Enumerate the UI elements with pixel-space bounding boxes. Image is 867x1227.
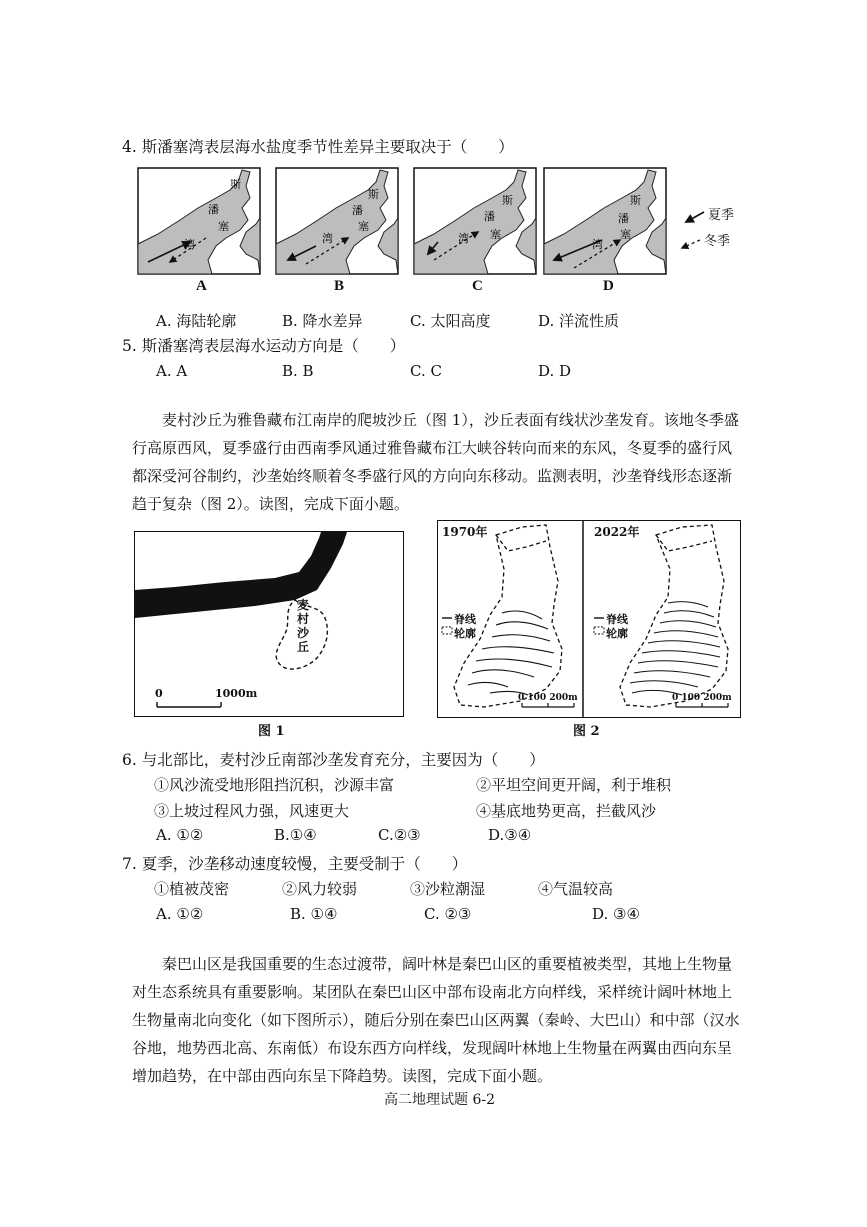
q7-option-b[interactable]: B. ①④ [290,905,338,923]
svg-text:湾: 湾 [592,238,603,251]
legend-ridge-left: 脊线 [454,613,476,626]
dune-label-1: 麦 [297,598,310,612]
figure-1-map [134,531,404,717]
q4-option-b[interactable]: B. 降水差异 [282,312,363,330]
dune-label-3: 沙 [297,626,310,640]
figure-1-caption: 图 1 [258,724,285,739]
q7-item-3: ③沙粒潮湿 [410,880,486,898]
legend-ridge-right: 脊线 [606,613,628,626]
svg-text:潘: 潘 [484,210,495,223]
svg-text:湾: 湾 [458,232,469,245]
q4-option-d[interactable]: D. 洋流性质 [538,312,620,330]
passage-maicun: 麦村沙丘为雅鲁藏布江南岸的爬坡沙丘（图 1），沙丘表面有线状沙垄发育。该地冬季盛行高原西风，夏季盛行由西南季风通过雅鲁藏布江大峡谷转向而来的东风，冬夏季的盛行风都深受河谷制约，沙垄始终顺着冬季盛行风的方向向东移动。监测表明，沙垄脊线形态逐渐趋于复杂（图 2）。读图，完成下面小题。 [132,411,739,513]
q6-stem: 6. 与北部比，麦村沙丘南部沙垄发育充分，主要因为（ ） [122,751,545,769]
scale-end: 1000m [215,687,258,700]
q5-option-d[interactable]: D. D [538,362,572,380]
svg-text:湾: 湾 [322,232,333,245]
svg-text:潘: 潘 [208,203,219,216]
svg-text:潘: 潘 [618,212,629,225]
svg-text:塞: 塞 [490,228,501,241]
year-2022: 2022年 [594,525,640,539]
q7-stem: 7. 夏季，沙垄移动速度较慢，主要受制于（ ） [122,855,468,873]
figure-2-caption: 图 2 [573,724,600,739]
q7-item-4: ④气温较高 [538,880,614,898]
q7-item-2: ②风力较弱 [282,880,358,898]
q7-item-1: ①植被茂密 [154,880,230,898]
q7-option-a[interactable]: A. ①② [156,905,204,923]
map-label-b: B [334,278,345,294]
svg-text:塞: 塞 [218,220,229,233]
svg-text:斯: 斯 [630,194,641,207]
q4-option-a[interactable]: A. 海陆轮廓 [156,312,237,330]
svg-text:斯: 斯 [368,188,379,201]
q7-option-d[interactable]: D. ③④ [592,905,640,923]
spencer-gulf-maps [130,164,750,276]
map-label-c: C [472,278,483,294]
svg-text:潘: 潘 [352,204,363,217]
svg-text:湾: 湾 [184,238,195,251]
q5-stem: 5. 斯潘塞湾表层海水运动方向是（ ） [122,337,406,355]
svg-text:斯: 斯 [230,178,241,191]
map-label-a: A [196,278,207,294]
q5-option-a[interactable]: A. A [156,362,188,380]
passage-qinba: 秦巴山区是我国重要的生态过渡带，阔叶林是秦巴山区的重要植被类型，其地上生物量对生态系统具有重要影响。某团队在秦巴山区中部布设南北方向样线，采样统计阔叶林地上生物量南北向变化（如下图所示），随后分别在秦巴山区两翼（秦岭、大巴山）和中部（汉水谷地，地势西北高、东南低）布设东西方向样线，发现阔叶林地上生物量在两翼由西向东呈增加趋势，在中部由西向东呈下降趋势。读图，完成下面小题。 [132,955,740,1085]
q5-option-b[interactable]: B. B [282,362,314,380]
q6-item-1: ①风沙流受地形阻挡沉积，沙源丰富 [154,776,395,794]
figure-2-frame [437,520,741,718]
map-label-d: D [603,278,614,294]
legend-outline-left: 轮廓 [454,627,476,640]
q6-option-a[interactable]: A. ①② [156,826,204,844]
dune-label-2: 村 [297,612,310,626]
legend-winter: 冬季 [704,234,731,249]
scale-zero: 0 [155,687,163,700]
q4-stem: 4. 斯潘塞湾表层海水盐度季节性差异主要取决于（ ） [122,138,514,156]
q6-option-b[interactable]: B.①④ [274,826,317,844]
legend-outline-right: 轮廓 [606,627,628,640]
svg-text:塞: 塞 [620,228,631,241]
dune-label-4: 丘 [297,640,310,654]
q6-item-2: ②平坦空间更开阔，利于堆积 [476,776,672,794]
q7-option-c[interactable]: C. ②③ [424,905,472,923]
scale-right: 0 100 200m [672,693,732,703]
q4-option-c[interactable]: C. 太阳高度 [410,312,491,330]
scale-left: 0 100 200m [518,693,578,703]
legend-summer: 夏季 [708,208,735,223]
q6-option-c[interactable]: C.②③ [378,826,421,844]
q5-option-c[interactable]: C. C [410,362,442,380]
q6-option-d[interactable]: D.③④ [488,826,532,844]
page-footer: 高二地理试题 6-2 [384,1092,495,1108]
q6-item-4: ④基底地势更高，拦截风沙 [476,802,657,820]
svg-text:斯: 斯 [502,194,513,207]
svg-text:塞: 塞 [358,220,369,233]
year-1970: 1970年 [442,525,488,539]
q6-item-3: ③上坡过程风力强，风速更大 [154,802,350,820]
